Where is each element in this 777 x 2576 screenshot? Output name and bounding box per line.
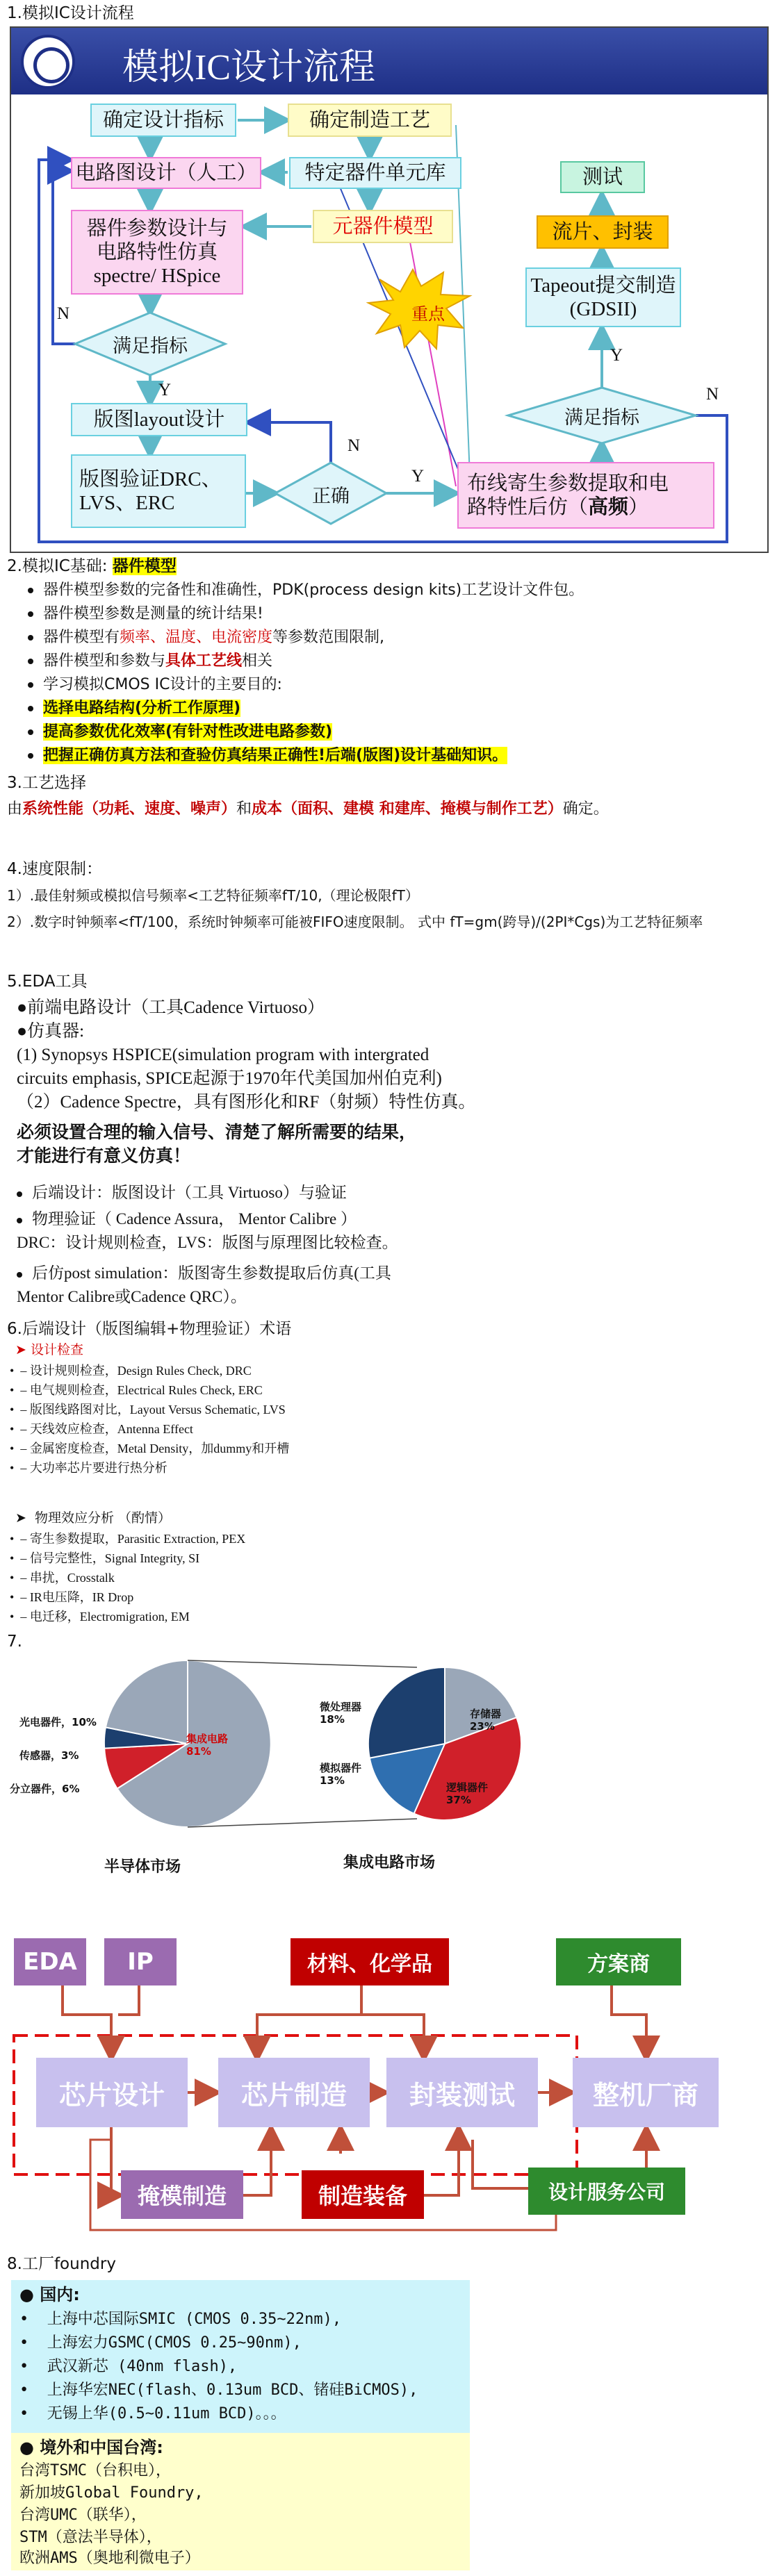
eda-sim-hspice-a: (1) Synopsys HSPICE(simulation program with intergrated bbox=[17, 1046, 430, 1064]
section3-red1: 系统性能（功耗、速度、噪声） bbox=[22, 800, 237, 818]
box-extraction bbox=[457, 462, 714, 529]
section1-heading: 1.模拟IC设计流程 bbox=[7, 4, 134, 22]
foundry-int-title-text: 境外和中国台湾: bbox=[40, 2438, 163, 2457]
box-extraction-line2 bbox=[467, 495, 648, 519]
list-item-text: – 电迁移，Electromigration, EM bbox=[20, 1610, 190, 1624]
section8-heading: 8.工厂foundry bbox=[7, 2255, 116, 2273]
list-item: 台湾TSMC（台积电）， bbox=[19, 2462, 171, 2479]
eda-sim-spectre: （2）Cadence Spectre，具有图形化和RF（射频）特性仿真。 bbox=[17, 1093, 476, 1112]
bullet-icon bbox=[28, 611, 33, 617]
foundry-int-title: ● 境外和中国台湾: bbox=[19, 2438, 163, 2457]
eda-phys-verify-2: DRC：设计规则检查，LVS：版图与原理图比较检查。 bbox=[17, 1234, 398, 1251]
section3-heading: 3.工艺选择 bbox=[7, 774, 86, 792]
list-item: • 武汉新芯 (40nm flash), bbox=[19, 2358, 238, 2375]
pie2-label-logic: 逻辑器件 bbox=[446, 1781, 489, 1794]
list-item-text: – 版图线路图对比，Layout Versus Schematic, LVS bbox=[20, 1403, 286, 1417]
list-item-red: 频率、温度、电流密度 bbox=[120, 629, 273, 646]
box-layout-verify-line2: LVS、ERC bbox=[79, 492, 175, 514]
bullet-icon bbox=[17, 1272, 22, 1278]
diamond-correct: 正确 bbox=[312, 485, 350, 506]
section4-line1: 1）.最佳射频或模拟信号频率<工艺特征频率fT/10,（理论极限fT） bbox=[7, 887, 419, 904]
box-layout-verify-line1: 版图验证DRC、 bbox=[79, 468, 222, 490]
list-item bbox=[28, 604, 263, 624]
goal-item bbox=[28, 746, 507, 766]
box-device-model: 元器件模型 bbox=[313, 210, 453, 243]
section2-heading bbox=[7, 556, 177, 577]
chain-mask: 掩模制造 bbox=[121, 2170, 243, 2219]
bullet-icon bbox=[28, 588, 33, 593]
list-item: • – 金属密度检查，Metal Density，加dummy和开槽 bbox=[10, 1442, 290, 1455]
list-item-text: 学习模拟CMOS IC设计的主要目的: bbox=[43, 676, 282, 693]
foundry-cn-title-text: 国内: bbox=[40, 2285, 80, 2304]
phys-title-text: 物理效应分析 （酌情） bbox=[35, 1510, 172, 1526]
chain-solution: 方案商 bbox=[556, 1938, 681, 1985]
label-y2: Y bbox=[411, 467, 425, 486]
eda-backend-text: 后端设计：版图设计（工具 Virtuoso）与验证 bbox=[32, 1184, 347, 1201]
eda-backend bbox=[17, 1181, 347, 1205]
list-item-text: – 设计规则检查，Design Rules Check, DRC bbox=[20, 1364, 252, 1378]
list-item-text: 等参数范围限制, bbox=[272, 629, 385, 646]
label-y3: Y bbox=[610, 346, 623, 365]
bullet-icon bbox=[28, 659, 33, 664]
eda-post-sim-2: Mentor Calibre或Cadence QRC）。 bbox=[17, 1288, 247, 1305]
box-simulation bbox=[71, 210, 243, 295]
label-y1: Y bbox=[158, 381, 172, 399]
pie1-label-discrete: 分立器件，6% bbox=[10, 1783, 80, 1795]
goal-text: 选择电路结构(分析工作原理) bbox=[43, 700, 241, 717]
chain-oem: 整机厂商 bbox=[573, 2058, 719, 2127]
list-item: • 上海华宏NEC(flash、0.13um BCD、锗硅BiCMOS), bbox=[19, 2381, 418, 2399]
bullet-icon bbox=[17, 1191, 22, 1197]
box-simulation-line3: spectre/ HSpice bbox=[93, 265, 221, 287]
box-extraction-bold: 高频 bbox=[588, 496, 629, 518]
list-item: • – 设计规则检查，Design Rules Check, DRC bbox=[10, 1364, 252, 1378]
section4-heading: 4.速度限制： bbox=[7, 860, 102, 878]
goal-text: 把握正确仿真方法和查验仿真结果正确性!后端(版图)设计基础知识。 bbox=[43, 747, 508, 764]
pie1-label-ic: 集成电路 bbox=[186, 1733, 229, 1745]
box-spec: 确定设计指标 bbox=[90, 104, 236, 137]
list-item-text: 器件模型和参数与 bbox=[43, 652, 166, 670]
list-item: • 上海中芯国际SMIC (CMOS 0.35~22nm), bbox=[19, 2311, 342, 2328]
list-item: • 上海宏力GSMC(CMOS 0.25~90nm), bbox=[19, 2334, 302, 2352]
box-tapeout-line1: Tapeout提交制造 bbox=[530, 274, 676, 297]
pie1-caption: 半导体市场 bbox=[104, 1858, 181, 1876]
check-title: ➤ 设计检查 bbox=[15, 1342, 83, 1357]
chain-ip: IP bbox=[104, 1938, 177, 1985]
section3-body bbox=[7, 799, 609, 820]
pie1-label-ic-pct: 81% bbox=[186, 1745, 211, 1758]
pie2-label-memory-pct: 23% bbox=[470, 1720, 495, 1733]
box-extraction-close: ） bbox=[628, 496, 649, 518]
list-item: • – 电迁移，Electromigration, EM bbox=[10, 1610, 190, 1624]
section3-post: 确定。 bbox=[562, 800, 609, 818]
chain-materials: 材料、化学品 bbox=[291, 1938, 449, 1985]
pie1-label-sensor: 传感器，3% bbox=[19, 1749, 79, 1762]
box-tapeout-line2: (GDSII) bbox=[569, 298, 637, 320]
box-fab-package: 流片、封装 bbox=[537, 215, 669, 249]
eda-note-2: 才能进行有意义仿真！ bbox=[17, 1147, 191, 1166]
pie1-label-opto: 光电器件，10% bbox=[19, 1716, 97, 1728]
flow-diagram-slide bbox=[10, 26, 769, 553]
list-item-text: 相关 bbox=[242, 652, 273, 670]
label-n3: N bbox=[706, 385, 719, 404]
list-item-text: – 天线效应检查，Antenna Effect bbox=[20, 1422, 193, 1436]
list-item: STM（意法半导体）， bbox=[19, 2529, 162, 2546]
diamond-meet-spec-2: 满足指标 bbox=[564, 406, 639, 428]
section3-mid: 和 bbox=[236, 800, 252, 818]
list-item-text: 上海华宏NEC(flash、0.13um BCD、锗硅BiCMOS), bbox=[47, 2381, 418, 2399]
list-item: • – 天线效应检查，Antenna Effect bbox=[10, 1422, 193, 1436]
list-item: 台湾UMC（联华）， bbox=[19, 2507, 147, 2524]
list-item-text: 武汉新芯 (40nm flash), bbox=[47, 2358, 238, 2375]
bullet-icon bbox=[28, 753, 33, 759]
goal-text: 提高参数优化效率(有针对性改进电路参数) bbox=[43, 723, 333, 741]
bullet-icon bbox=[28, 729, 33, 735]
section2-heading-prefix: 2.模拟IC基础: bbox=[7, 557, 113, 575]
box-extraction-line2-text: 路特性后仿（ bbox=[467, 496, 589, 518]
check-title-text: 设计检查 bbox=[30, 1342, 83, 1357]
list-item-red: 具体工艺线 bbox=[165, 652, 243, 670]
star-key-point: 重点 bbox=[411, 305, 445, 324]
list-item-text: 上海中芯国际SMIC (CMOS 0.35~22nm), bbox=[47, 2311, 342, 2328]
list-item bbox=[28, 628, 384, 647]
list-item: • – IR电压降，IR Drop bbox=[10, 1590, 134, 1604]
list-item-text: 器件模型有 bbox=[43, 629, 120, 646]
pie2-caption: 集成电路市场 bbox=[343, 1854, 436, 1872]
box-tapeout bbox=[525, 267, 681, 327]
chain-chip-mfg: 芯片制造 bbox=[218, 2058, 370, 2127]
list-item-text: 无锡上华(0.5~0.11um BCD)。。。 bbox=[47, 2405, 286, 2422]
chain-eda: EDA bbox=[14, 1938, 86, 1985]
diamond-meet-spec-1: 满足指标 bbox=[113, 335, 188, 356]
bullet-icon bbox=[28, 682, 33, 688]
bullet-icon bbox=[17, 1218, 22, 1223]
list-item: • – 版图线路图对比，Layout Versus Schematic, LVS bbox=[10, 1403, 286, 1417]
pie2-label-logic-pct: 37% bbox=[446, 1794, 471, 1806]
pie2-label-mpu-pct: 18% bbox=[320, 1713, 345, 1726]
label-n2: N bbox=[347, 436, 361, 455]
list-item-text: – 金属密度检查，Metal Density，加dummy和开槽 bbox=[20, 1442, 290, 1455]
box-extraction-line1: 布线寄生参数提取和电 bbox=[467, 472, 669, 495]
goal-item bbox=[28, 699, 240, 718]
chain-package-test: 封装测试 bbox=[386, 2058, 538, 2127]
list-item bbox=[28, 652, 272, 671]
list-item-text: 上海宏力GSMC(CMOS 0.25~90nm), bbox=[47, 2334, 302, 2352]
bullet-icon bbox=[28, 706, 33, 711]
box-process: 确定制造工艺 bbox=[288, 104, 452, 137]
eda-note-1: 必须设置合理的输入信号、清楚了解所需要的结果， bbox=[17, 1123, 417, 1142]
list-item-text: – 串扰，Crosstalk bbox=[20, 1571, 115, 1585]
chain-equipment: 制造装备 bbox=[302, 2170, 424, 2219]
pie2-label-analog: 模拟器件 bbox=[320, 1762, 362, 1774]
list-item: • – 信号完整性，Signal Integrity, SI bbox=[10, 1551, 200, 1565]
list-item: 新加坡Global Foundry, bbox=[19, 2484, 204, 2502]
section7-heading: 7. bbox=[7, 1633, 22, 1651]
eda-front-end: ●前端电路设计（工具Cadence Virtuoso） bbox=[17, 998, 325, 1017]
list-item: • – 大功率芯片要进行热分析 bbox=[10, 1461, 167, 1475]
box-layout-verify bbox=[71, 454, 246, 528]
box-cell-library: 特定器件单元库 bbox=[289, 157, 461, 189]
box-layout-design: 版图layout设计 bbox=[71, 403, 247, 436]
list-item bbox=[28, 675, 282, 695]
box-simulation-line1: 器件参数设计与 bbox=[86, 217, 228, 240]
list-item: • 无锡上华(0.5~0.11um BCD)。。。 bbox=[19, 2405, 286, 2422]
eda-post-text: 后仿post simulation：版图寄生参数提取后仿真(工具 bbox=[32, 1264, 391, 1282]
section5-heading: 5.EDA工具 bbox=[7, 973, 88, 991]
pie2-slice-mpu bbox=[368, 1667, 445, 1758]
list-item-text: – 寄生参数提取，Parasitic Extraction, PEX bbox=[20, 1532, 246, 1546]
box-simulation-line2: 电路特性仿真 bbox=[96, 241, 218, 263]
list-item: • – 串扰，Crosstalk bbox=[10, 1571, 115, 1585]
goal-item bbox=[28, 723, 332, 742]
chain-design-service: 设计服务公司 bbox=[528, 2168, 685, 2215]
list-item-text: 器件模型参数的完备性和准确性，PDK(process design kits)工艺设计文件包。 bbox=[43, 581, 584, 599]
pie2-label-mpu: 微处理器 bbox=[320, 1701, 362, 1713]
eda-simulators: ●仿真器: bbox=[17, 1022, 85, 1041]
list-item: • – 寄生参数提取，Parasitic Extraction, PEX bbox=[10, 1532, 246, 1546]
list-item-text: 器件模型参数是测量的统计结果! bbox=[43, 605, 263, 622]
section3-pre: 由 bbox=[7, 800, 23, 818]
list-item-text: – 信号完整性，Signal Integrity, SI bbox=[20, 1551, 200, 1565]
pie2-label-memory: 存储器 bbox=[470, 1708, 502, 1720]
section3-red2: 成本（面积、建模 和建库、掩模与制作工艺） bbox=[252, 800, 563, 818]
list-item: • – 电气规则检查，Electrical Rules Check, ERC bbox=[10, 1383, 263, 1397]
list-item: 欧洲AMS（奥地利微电子） bbox=[19, 2550, 200, 2567]
section2-heading-highlight: 器件模型 bbox=[112, 557, 177, 575]
list-item-text: – 大功率芯片要进行热分析 bbox=[20, 1461, 167, 1475]
box-circuit-design: 电路图设计（人工） bbox=[71, 157, 261, 189]
section6-heading: 6.后端设计（版图编辑+物理验证）术语 bbox=[7, 1320, 292, 1338]
slide-title: 模拟IC设计流程 bbox=[122, 48, 376, 88]
chain-chip-design: 芯片设计 bbox=[36, 2058, 188, 2127]
foundry-cn-title: ● 国内: bbox=[19, 2285, 80, 2304]
phys-title: ➤ 物理效应分析 （酌情） bbox=[15, 1510, 172, 1526]
eda-phys-verify bbox=[17, 1207, 357, 1231]
bullet-icon bbox=[28, 635, 33, 641]
list-item-text: – IR电压降，IR Drop bbox=[20, 1590, 134, 1604]
label-n1: N bbox=[57, 304, 70, 323]
box-test: 测试 bbox=[560, 161, 645, 193]
eda-post-sim bbox=[17, 1262, 391, 1285]
eda-phys-text: 物理验证（ Cadence Assura， Mentor Calibre ） bbox=[32, 1210, 357, 1228]
section4-line2: 2）.数字时钟频率<fT/100，系统时钟频率可能被FIFO速度限制。 式中 fT=gm(跨导)/(2PI*Cgs)为工艺特征频率 bbox=[7, 914, 703, 930]
eda-sim-hspice-b: circuits emphasis, SPICE起源于1970年代美国加州伯克利) bbox=[17, 1069, 442, 1088]
pie2-label-analog-pct: 13% bbox=[320, 1774, 345, 1787]
list-item bbox=[28, 581, 584, 600]
list-item-text: – 电气规则检查，Electrical Rules Check, ERC bbox=[20, 1383, 263, 1397]
